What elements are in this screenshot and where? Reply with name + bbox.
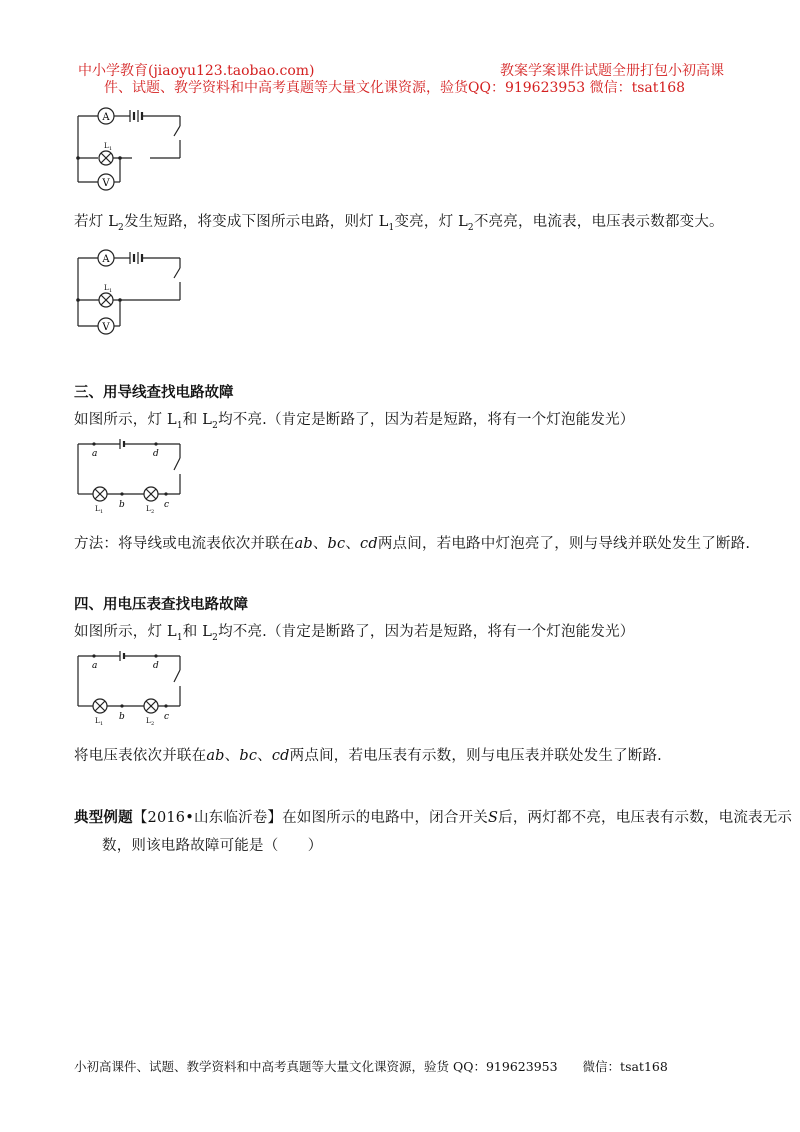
section4-method: 将电压表依次并联在ab、bc、cd两点间，若电压表有示数，则与电压表并联处发生了断路. (74, 748, 662, 764)
point-b-label: b (119, 500, 125, 510)
header-right: 教案学案课件试题全册打包小初高课 (500, 63, 724, 79)
header-line2: 件、试题、教学资料和中高考真题等大量文化课资源，验货QQ：919623953 微信：tsat168 (104, 80, 686, 96)
voltmeter-label: V (102, 322, 110, 333)
point-a-label: a (92, 661, 98, 671)
lamp1-label: L (104, 142, 109, 150)
lamp2-sub: 2 (151, 721, 155, 727)
point-d-label: d (153, 449, 159, 459)
lamp2-sub: 2 (151, 509, 155, 515)
point-b-label: b (119, 712, 125, 722)
example-source: 【2016•山东临沂卷】 (132, 810, 283, 826)
circuit-diagram-3 (72, 436, 192, 516)
point-d-label: d (153, 661, 159, 671)
circuit-diagram-2 (72, 246, 192, 338)
lamp2-label: L (146, 505, 151, 513)
lamp1-sub: 1 (100, 721, 104, 727)
section3-method: 方法：将导线或电流表依次并联在ab、bc、cd两点间，若电路中灯泡亮了，则与导线并联处发生了断路. (74, 536, 751, 552)
lamp1-sub: 1 (109, 146, 113, 152)
example-line2: 数，则该电路故障可能是（ ） (102, 838, 323, 854)
lamp1-sub: 1 (100, 509, 104, 515)
section3-intro: 如图所示，灯 $L_1$和 $L_2$均不亮.（肯定是断路了，因为若是短路，将有一个灯泡能发光） (74, 412, 635, 431)
lamp1-label: L (95, 505, 100, 513)
example-line1: 典型例题【2016•山东临沂卷】在如图所示的电路中，闭合开关S后，两灯都不亮，电压表有示数，电流表无示 (74, 809, 793, 826)
ammeter-label: A (102, 112, 110, 123)
point-c-label: c (164, 712, 170, 722)
point-a-label: a (92, 449, 98, 459)
voltmeter-label: V (102, 178, 110, 189)
circuit-diagram-4 (72, 648, 192, 728)
footer-text: 小初高课件、试题、教学资料和中高考真题等大量文化课资源，验货 QQ：919623953 微信：tsat168 (74, 1059, 668, 1074)
lamp1-sub: 1 (109, 288, 113, 294)
circuit-diagram-1 (72, 100, 192, 192)
section4-title: 四、用电压表查找电路故障 (74, 596, 248, 613)
lamp1-label: L (104, 284, 109, 292)
header-left: 中小学教育(jiaoyu123.taobao.com) (78, 63, 315, 79)
example-label: 典型例题 (74, 809, 133, 826)
section3-title: 三、用导线查找电路故障 (74, 384, 234, 401)
ammeter-label: A (102, 254, 110, 265)
point-c-label: c (164, 500, 170, 510)
section4-intro: 如图所示，灯 $L_1$和 $L_2$均不亮.（肯定是断路了，因为若是短路，将有一个灯泡能发光） (74, 624, 635, 643)
short-circuit-paragraph: 若灯 $L_2$发生短路，将变成下图所示电路，则灯 $L_1$变亮，灯 $L_2$不亮亮，电流表，电压表示数都变大。 (74, 214, 724, 233)
lamp1-label: L (95, 717, 100, 725)
lamp2-label: L (146, 717, 151, 725)
